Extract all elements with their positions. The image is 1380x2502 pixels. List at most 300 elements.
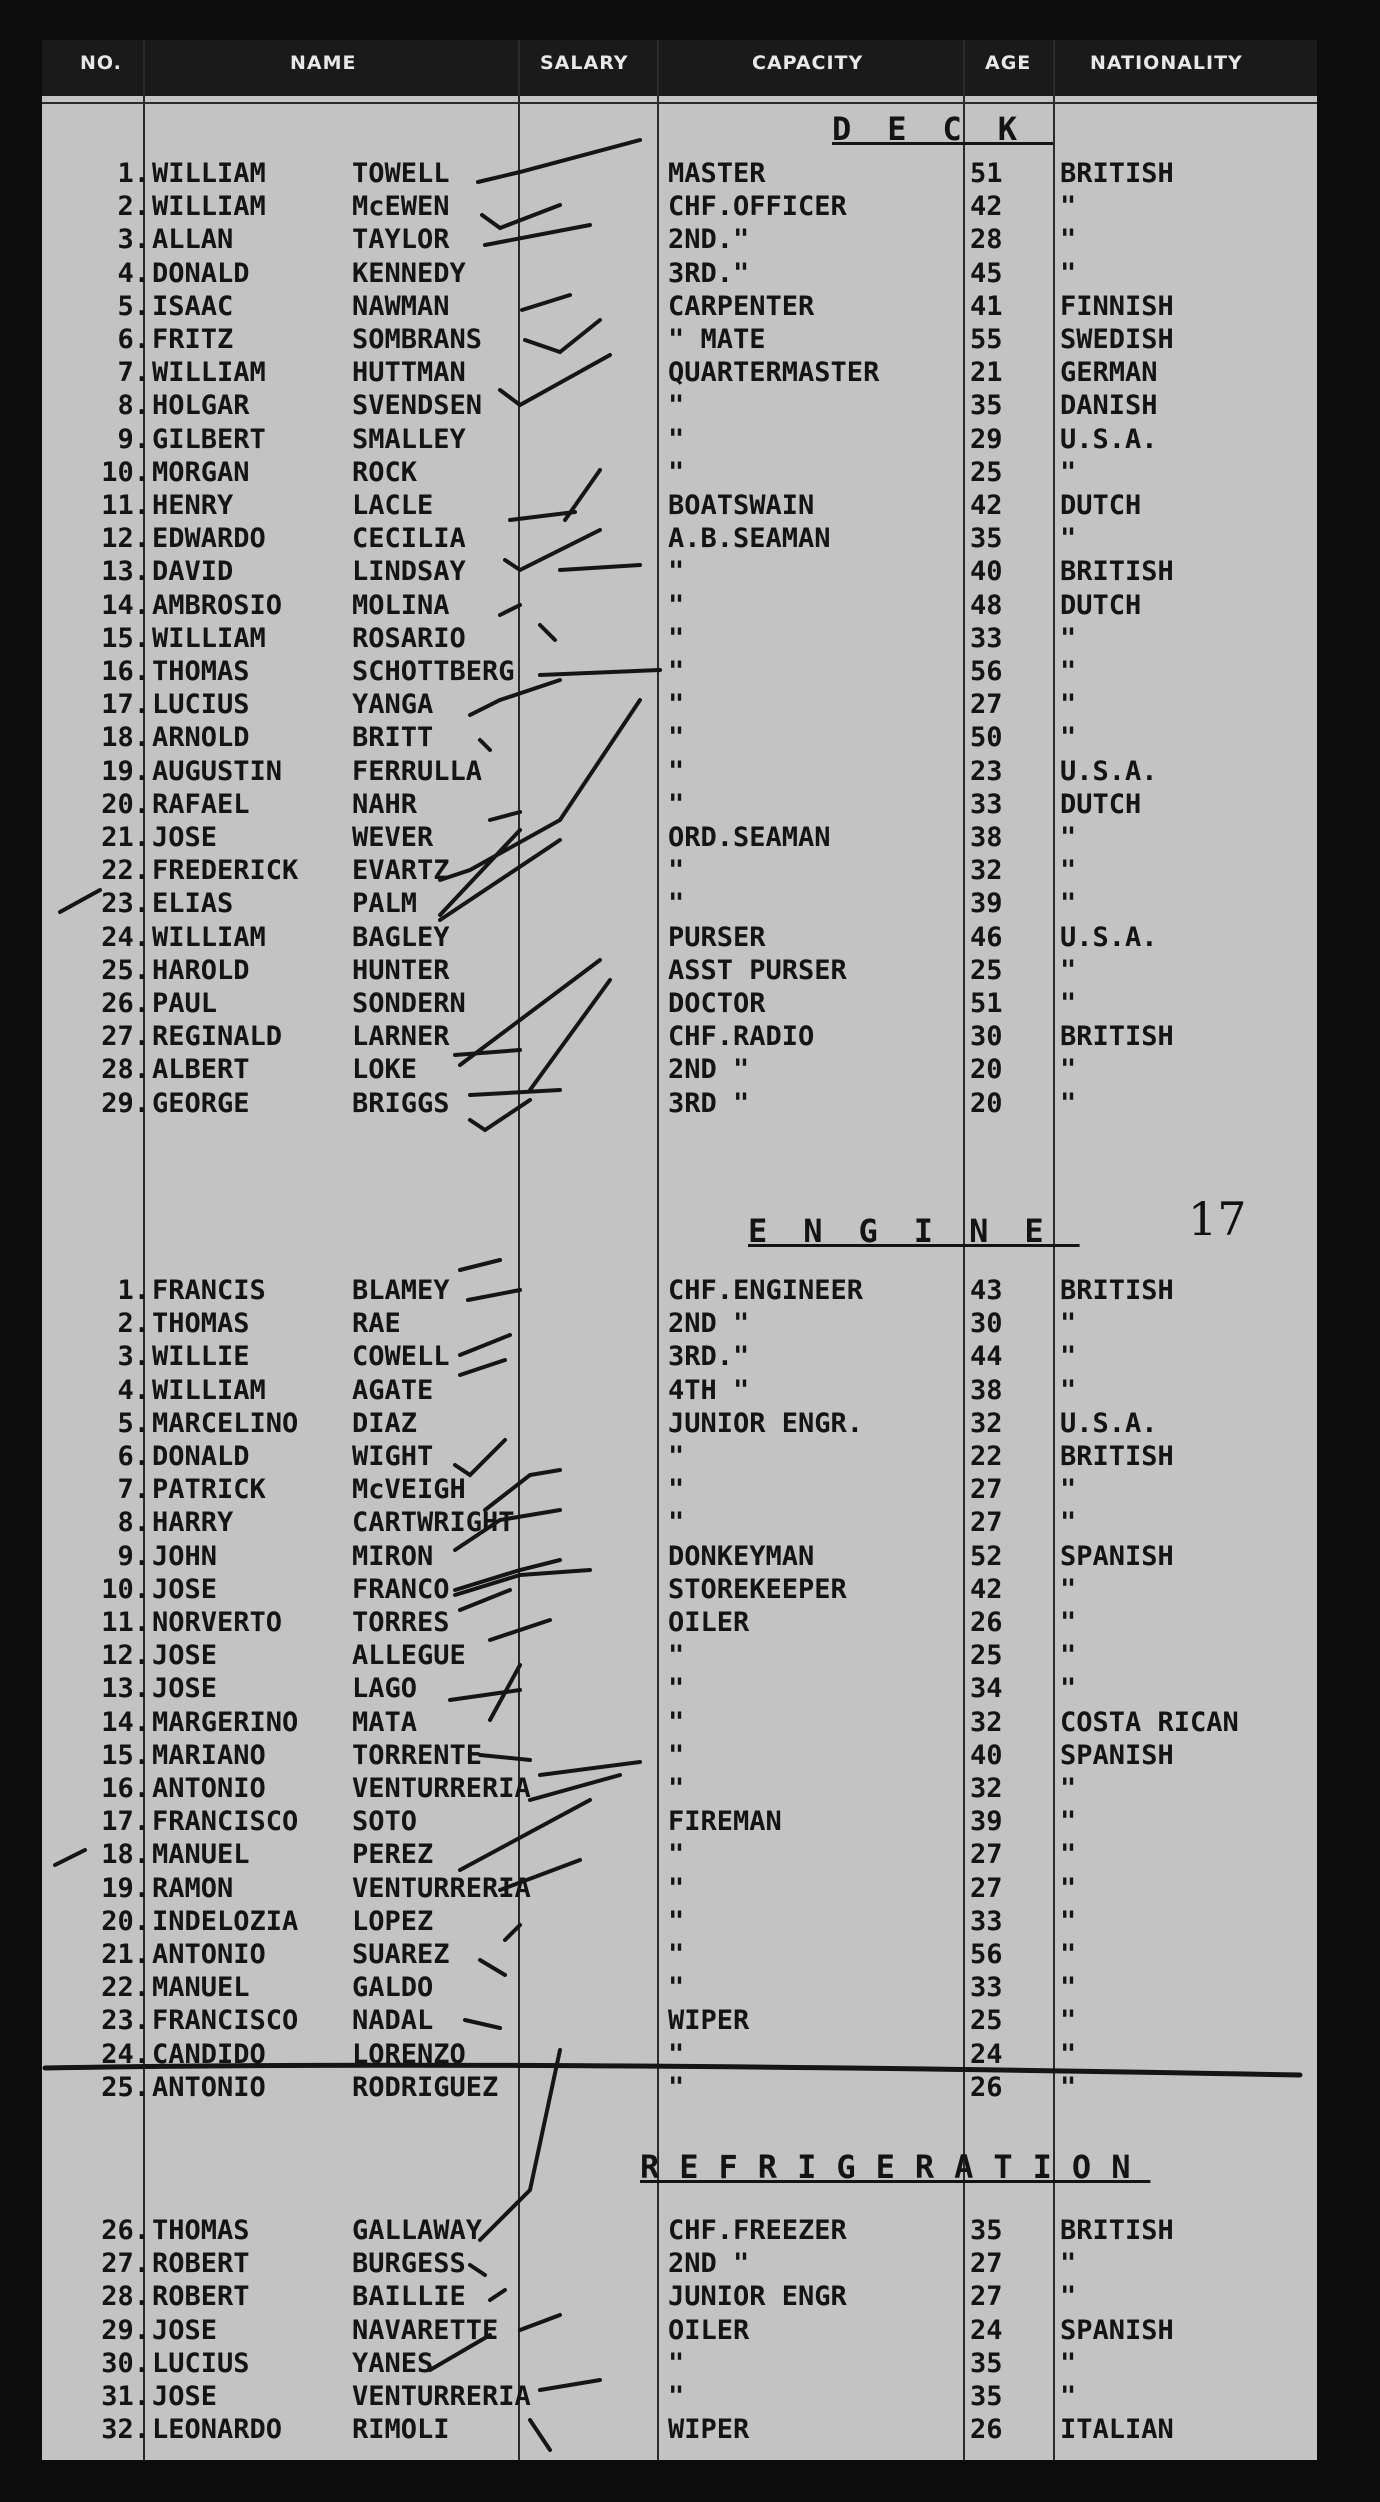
crew-age: 27 [970, 1474, 1003, 1506]
crew-capacity: FIREMAN [668, 1806, 782, 1838]
crew-first-name: CANDIDO [152, 2038, 266, 2070]
crew-age: 56 [970, 1939, 1003, 1970]
crew-nationality: DUTCH [1060, 589, 1142, 621]
crew-capacity: " [668, 390, 685, 422]
crew-number: 6. [117, 1441, 150, 1472]
crew-first-name: DONALD [152, 1441, 250, 1472]
crew-number: 9. [117, 423, 150, 455]
crew-nationality: " [1060, 1474, 1077, 1506]
crew-last-name: SUAREZ [352, 1939, 450, 1970]
section-title-refrigeration: REFRIGERATION [640, 2148, 1151, 2186]
crew-age: 20 [970, 1087, 1003, 1119]
crew-last-name: ROCK [352, 456, 418, 488]
crew-last-name: RAE [352, 1308, 401, 1340]
crew-age: 25 [970, 1640, 1003, 1672]
crew-first-name: MARCELINO [152, 1407, 299, 1439]
crew-number: 3. [117, 224, 150, 256]
crew-first-name: ISAAC [152, 290, 234, 322]
crew-number: 4. [117, 1374, 150, 1406]
crew-nationality: COSTA RICAN [1060, 1706, 1239, 1738]
crew-first-name: ALLAN [152, 224, 234, 256]
crew-nationality: SPANISH [1060, 1540, 1174, 1572]
crew-age: 35 [970, 523, 1003, 555]
crew-nationality: " [1060, 1773, 1077, 1804]
section-title-deck: DECK [832, 110, 1054, 148]
crew-nationality: " [1060, 1374, 1077, 1406]
crew-capacity: JUNIOR ENGR [668, 2281, 847, 2313]
crew-nationality: " [1060, 1087, 1077, 1119]
crew-nationality: " [1060, 689, 1077, 721]
crew-capacity: 3RD " [668, 1087, 750, 1119]
crew-number: 18. [101, 1839, 150, 1871]
crew-age: 52 [970, 1540, 1003, 1572]
crew-age: 29 [970, 423, 1003, 455]
crew-capacity: " [668, 888, 685, 920]
crew-capacity: " [668, 1706, 685, 1738]
crew-age: 32 [970, 1407, 1003, 1439]
crew-capacity: " [668, 2381, 685, 2412]
crew-capacity: JUNIOR ENGR. [668, 1407, 864, 1439]
crew-number: 17. [101, 689, 150, 721]
crew-capacity: " [668, 855, 685, 887]
crew-first-name: GILBERT [152, 423, 266, 455]
crew-age: 25 [970, 456, 1003, 488]
crew-capacity: PURSER [668, 921, 766, 953]
crew-capacity: QUARTERMASTER [668, 357, 880, 389]
crew-nationality: ITALIAN [1060, 2414, 1174, 2446]
crew-last-name: BLAMEY [352, 1275, 450, 1306]
crew-age: 24 [970, 2314, 1003, 2346]
crew-nationality: U.S.A. [1060, 921, 1158, 953]
crew-number: 30. [101, 2347, 150, 2379]
crew-last-name: ROSARIO [352, 622, 466, 654]
crew-nationality: BRITISH [1060, 158, 1174, 189]
crew-last-name: FERRULLA [352, 755, 483, 787]
crew-capacity: " [668, 589, 685, 621]
crew-capacity: " [668, 1673, 685, 1705]
crew-last-name: YANGA [352, 689, 434, 721]
crew-last-name: BRIGGS [352, 1087, 450, 1119]
crew-age: 40 [970, 1739, 1003, 1771]
crew-nationality: " [1060, 1872, 1077, 1904]
crew-first-name: WILLIE [152, 1341, 250, 1373]
crew-nationality: " [1060, 622, 1077, 654]
crew-nationality: SPANISH [1060, 2314, 1174, 2346]
crew-number: 19. [101, 1872, 150, 1904]
crew-number: 10. [101, 456, 150, 488]
crew-age: 21 [970, 357, 1003, 389]
crew-number: 10. [101, 1573, 150, 1605]
crew-nationality: U.S.A. [1060, 423, 1158, 455]
crew-number: 29. [101, 1087, 150, 1119]
crew-first-name: ROBERT [152, 2281, 250, 2313]
crew-first-name: HENRY [152, 490, 234, 521]
crew-capacity: 2ND " [668, 2248, 750, 2280]
crew-capacity: A.B.SEAMAN [668, 523, 831, 555]
section-title-engine: ENGINE [748, 1212, 1080, 1250]
crew-capacity: " [668, 622, 685, 654]
crew-capacity: " [668, 2071, 685, 2103]
crew-number: 27. [101, 2248, 150, 2280]
crew-age: 35 [970, 2215, 1003, 2246]
crew-first-name: MANUEL [152, 1839, 250, 1871]
crew-capacity: " MATE [668, 324, 766, 355]
crew-number: 22. [101, 1972, 150, 2004]
crew-last-name: CARTWRIGHT [352, 1507, 515, 1539]
crew-capacity: " [668, 689, 685, 721]
crew-age: 39 [970, 888, 1003, 920]
crew-capacity: " [668, 1441, 685, 1472]
crew-nationality: SWEDISH [1060, 324, 1174, 355]
crew-age: 26 [970, 2414, 1003, 2446]
crew-number: 25. [101, 2071, 150, 2103]
crew-last-name: NAVARETTE [352, 2314, 499, 2346]
header-name: NAME [290, 52, 357, 74]
header-capacity: CAPACITY [752, 52, 864, 74]
crew-nationality: " [1060, 1341, 1077, 1373]
crew-number: 23. [101, 888, 150, 920]
crew-first-name: THOMAS [152, 1308, 250, 1340]
crew-age: 23 [970, 755, 1003, 787]
crew-capacity: " [668, 456, 685, 488]
crew-capacity: BOATSWAIN [668, 490, 815, 521]
crew-nationality: " [1060, 2071, 1077, 2103]
crew-first-name: HOLGAR [152, 390, 250, 422]
crew-last-name: SOMBRANS [352, 324, 483, 355]
crew-last-name: TAYLOR [352, 224, 450, 256]
crew-first-name: FRITZ [152, 324, 234, 355]
crew-number: 13. [101, 1673, 150, 1705]
crew-first-name: MORGAN [152, 456, 250, 488]
crew-number: 31. [101, 2381, 150, 2412]
crew-age: 28 [970, 224, 1003, 256]
crew-first-name: ANTONIO [152, 1773, 266, 1804]
crew-first-name: WILLIAM [152, 622, 266, 654]
crew-capacity: " [668, 1872, 685, 1904]
crew-age: 41 [970, 290, 1003, 322]
crew-number: 21. [101, 1939, 150, 1970]
crew-last-name: LOPEZ [352, 1905, 434, 1937]
crew-capacity: " [668, 1739, 685, 1771]
crew-last-name: SCHOTTBERG [352, 656, 515, 687]
crew-first-name: DAVID [152, 556, 234, 588]
crew-age: 50 [970, 722, 1003, 754]
crew-nationality: DANISH [1060, 390, 1158, 422]
crew-last-name: MOLINA [352, 589, 450, 621]
crew-capacity: CHF.OFFICER [668, 191, 847, 223]
crew-last-name: SOTO [352, 1806, 418, 1838]
crew-capacity: 2ND " [668, 1308, 750, 1340]
crew-nationality: BRITISH [1060, 1021, 1174, 1053]
crew-age: 25 [970, 2005, 1003, 2037]
crew-last-name: HUTTMAN [352, 357, 466, 389]
crew-age: 26 [970, 2071, 1003, 2103]
crew-nationality: " [1060, 2381, 1077, 2412]
crew-age: 38 [970, 822, 1003, 853]
crew-last-name: COWELL [352, 1341, 450, 1373]
header-salary: SALARY [540, 52, 629, 74]
crew-first-name: ARNOLD [152, 722, 250, 754]
crew-number: 3. [117, 1341, 150, 1373]
crew-age: 27 [970, 1507, 1003, 1539]
crew-age: 27 [970, 1872, 1003, 1904]
crew-last-name: BAILLIE [352, 2281, 466, 2313]
crew-capacity: CHF.ENGINEER [668, 1275, 864, 1306]
crew-first-name: WILLIAM [152, 357, 266, 389]
crew-capacity: " [668, 656, 685, 687]
crew-last-name: SONDERN [352, 988, 466, 1019]
crew-capacity: ASST PURSER [668, 954, 847, 986]
crew-number: 21. [101, 822, 150, 853]
crew-age: 25 [970, 954, 1003, 986]
crew-nationality: " [1060, 456, 1077, 488]
crew-age: 27 [970, 2248, 1003, 2280]
crew-number: 12. [101, 523, 150, 555]
crew-last-name: LAGO [352, 1673, 418, 1705]
crew-age: 33 [970, 1972, 1003, 2004]
crew-first-name: JOSE [152, 2314, 218, 2346]
crew-first-name: LEONARDO [152, 2414, 283, 2446]
crew-last-name: TORRES [352, 1607, 450, 1638]
crew-first-name: JOSE [152, 1673, 218, 1705]
crew-capacity: 2ND." [668, 224, 750, 256]
crew-last-name: LOKE [352, 1054, 418, 1086]
crew-nationality: FINNISH [1060, 290, 1174, 322]
crew-nationality: " [1060, 2248, 1077, 2280]
crew-first-name: PAUL [152, 988, 218, 1019]
crew-first-name: FREDERICK [152, 855, 299, 887]
crew-nationality: " [1060, 1806, 1077, 1838]
crew-number: 27. [101, 1021, 150, 1053]
crew-first-name: THOMAS [152, 656, 250, 687]
crew-number: 5. [117, 1407, 150, 1439]
crew-number: 16. [101, 1773, 150, 1804]
crew-age: 32 [970, 1773, 1003, 1804]
crew-age: 33 [970, 622, 1003, 654]
crew-capacity: STOREKEEPER [668, 1573, 847, 1605]
crew-last-name: NADAL [352, 2005, 434, 2037]
crew-first-name: LUCIUS [152, 2347, 250, 2379]
crew-capacity: " [668, 788, 685, 820]
crew-number: 22. [101, 855, 150, 887]
crew-first-name: JOSE [152, 1573, 218, 1605]
crew-number: 20. [101, 1905, 150, 1937]
crew-nationality: " [1060, 1839, 1077, 1871]
crew-number: 28. [101, 2281, 150, 2313]
crew-first-name: AMBROSIO [152, 589, 283, 621]
crew-number: 24. [101, 2038, 150, 2070]
crew-first-name: HARRY [152, 1507, 234, 1539]
crew-number: 14. [101, 589, 150, 621]
crew-last-name: GALLAWAY [352, 2215, 483, 2246]
crew-capacity: " [668, 1773, 685, 1804]
crew-first-name: WILLIAM [152, 191, 266, 223]
crew-first-name: ANTONIO [152, 2071, 266, 2103]
crew-number: 15. [101, 1739, 150, 1771]
crew-last-name: LORENZO [352, 2038, 466, 2070]
crew-first-name: GEORGE [152, 1087, 250, 1119]
crew-nationality: BRITISH [1060, 1275, 1174, 1306]
crew-nationality: " [1060, 1054, 1077, 1086]
crew-age: 20 [970, 1054, 1003, 1086]
crew-first-name: WILLIAM [152, 921, 266, 953]
crew-nationality: " [1060, 1607, 1077, 1638]
crew-last-name: McEWEN [352, 191, 450, 223]
crew-last-name: TOWELL [352, 158, 450, 189]
crew-nationality: " [1060, 2347, 1077, 2379]
crew-number: 15. [101, 622, 150, 654]
crew-last-name: McVEIGH [352, 1474, 466, 1506]
crew-capacity: CHF.RADIO [668, 1021, 815, 1053]
crew-number: 28. [101, 1054, 150, 1086]
crew-nationality: " [1060, 954, 1077, 986]
crew-number: 7. [117, 357, 150, 389]
crew-age: 48 [970, 589, 1003, 621]
crew-age: 44 [970, 1341, 1003, 1373]
crew-age: 42 [970, 490, 1003, 521]
crew-first-name: NORVERTO [152, 1607, 283, 1638]
crew-capacity: " [668, 1839, 685, 1871]
crew-last-name: CECILIA [352, 523, 466, 555]
crew-last-name: HUNTER [352, 954, 450, 986]
crew-first-name: FRANCISCO [152, 2005, 299, 2037]
crew-first-name: ELIAS [152, 888, 234, 920]
crew-last-name: NAWMAN [352, 290, 450, 322]
crew-capacity: " [668, 1939, 685, 1970]
crew-first-name: INDELOZIA [152, 1905, 299, 1937]
crew-age: 40 [970, 556, 1003, 588]
crew-number: 9. [117, 1540, 150, 1572]
crew-first-name: LUCIUS [152, 689, 250, 721]
crew-number: 29. [101, 2314, 150, 2346]
crew-nationality: " [1060, 1640, 1077, 1672]
crew-age: 34 [970, 1673, 1003, 1705]
crew-age: 32 [970, 855, 1003, 887]
crew-first-name: PATRICK [152, 1474, 266, 1506]
crew-last-name: ALLEGUE [352, 1640, 466, 1672]
crew-first-name: RAFAEL [152, 788, 250, 820]
crew-last-name: PALM [352, 888, 418, 920]
crew-nationality: " [1060, 888, 1077, 920]
crew-last-name: AGATE [352, 1374, 434, 1406]
crew-capacity: " [668, 1507, 685, 1539]
crew-nationality: " [1060, 722, 1077, 754]
crew-nationality: " [1060, 224, 1077, 256]
crew-first-name: MANUEL [152, 1972, 250, 2004]
crew-capacity: ORD.SEAMAN [668, 822, 831, 853]
crew-number: 12. [101, 1640, 150, 1672]
crew-nationality: " [1060, 257, 1077, 289]
crew-age: 30 [970, 1308, 1003, 1340]
crew-number: 1. [117, 1275, 150, 1306]
crew-capacity: 2ND " [668, 1054, 750, 1086]
crew-last-name: VENTURRERIA [352, 1872, 531, 1904]
crew-age: 42 [970, 1573, 1003, 1605]
crew-nationality: " [1060, 1507, 1077, 1539]
crew-number: 6. [117, 324, 150, 355]
crew-first-name: JOSE [152, 2381, 218, 2412]
crew-last-name: MIRON [352, 1540, 434, 1572]
crew-last-name: WEVER [352, 822, 434, 853]
crew-first-name: WILLIAM [152, 1374, 266, 1406]
crew-age: 43 [970, 1275, 1003, 1306]
crew-last-name: BAGLEY [352, 921, 450, 953]
crew-nationality: BRITISH [1060, 556, 1174, 588]
crew-first-name: JOSE [152, 822, 218, 853]
crew-age: 30 [970, 1021, 1003, 1053]
crew-last-name: SMALLEY [352, 423, 466, 455]
crew-last-name: LARNER [352, 1021, 450, 1053]
crew-age: 24 [970, 2038, 1003, 2070]
crew-first-name: ROBERT [152, 2248, 250, 2280]
crew-number: 4. [117, 257, 150, 289]
crew-number: 11. [101, 1607, 150, 1638]
crew-nationality: " [1060, 2038, 1077, 2070]
crew-capacity: " [668, 556, 685, 588]
crew-last-name: YANES [352, 2347, 434, 2379]
crew-nationality: U.S.A. [1060, 755, 1158, 787]
crew-first-name: ALBERT [152, 1054, 250, 1086]
crew-age: 26 [970, 1607, 1003, 1638]
crew-age: 39 [970, 1806, 1003, 1838]
crew-number: 7. [117, 1474, 150, 1506]
crew-last-name: LACLE [352, 490, 434, 521]
crew-last-name: GALDO [352, 1972, 434, 2004]
crew-last-name: RIMOLI [352, 2414, 450, 2446]
crew-first-name: EDWARDO [152, 523, 266, 555]
crew-capacity: DOCTOR [668, 988, 766, 1019]
crew-number: 20. [101, 788, 150, 820]
crew-number: 32. [101, 2414, 150, 2446]
crew-age: 27 [970, 2281, 1003, 2313]
crew-nationality: " [1060, 2005, 1077, 2037]
crew-number: 16. [101, 656, 150, 687]
crew-nationality: " [1060, 2281, 1077, 2313]
crew-capacity: DONKEYMAN [668, 1540, 815, 1572]
crew-age: 38 [970, 1374, 1003, 1406]
crew-number: 8. [117, 1507, 150, 1539]
crew-capacity: WIPER [668, 2005, 750, 2037]
crew-capacity: " [668, 1905, 685, 1937]
crew-first-name: FRANCISCO [152, 1806, 299, 1838]
crew-nationality: BRITISH [1060, 2215, 1174, 2246]
crew-capacity: " [668, 1972, 685, 2004]
crew-age: 32 [970, 1706, 1003, 1738]
crew-capacity: 3RD." [668, 1341, 750, 1373]
crew-number: 18. [101, 722, 150, 754]
crew-nationality: " [1060, 1308, 1077, 1340]
header-age: AGE [985, 52, 1032, 74]
crew-last-name: FRANCO [352, 1573, 450, 1605]
crew-capacity: CARPENTER [668, 290, 815, 322]
crew-last-name: DIAZ [352, 1407, 418, 1439]
crew-capacity: OILER [668, 1607, 750, 1638]
crew-nationality: BRITISH [1060, 1441, 1174, 1472]
header-no: NO. [80, 52, 122, 74]
crew-capacity: MASTER [668, 158, 766, 189]
crew-capacity: OILER [668, 2314, 750, 2346]
crew-capacity: WIPER [668, 2414, 750, 2446]
crew-age: 56 [970, 656, 1003, 687]
crew-number: 13. [101, 556, 150, 588]
crew-last-name: KENNEDY [352, 257, 466, 289]
header-nationality: NATIONALITY [1090, 52, 1243, 74]
crew-first-name: FRANCIS [152, 1275, 266, 1306]
crew-age: 51 [970, 158, 1003, 189]
crew-nationality: " [1060, 191, 1077, 223]
crew-number: 2. [117, 191, 150, 223]
crew-number: 1. [117, 158, 150, 189]
